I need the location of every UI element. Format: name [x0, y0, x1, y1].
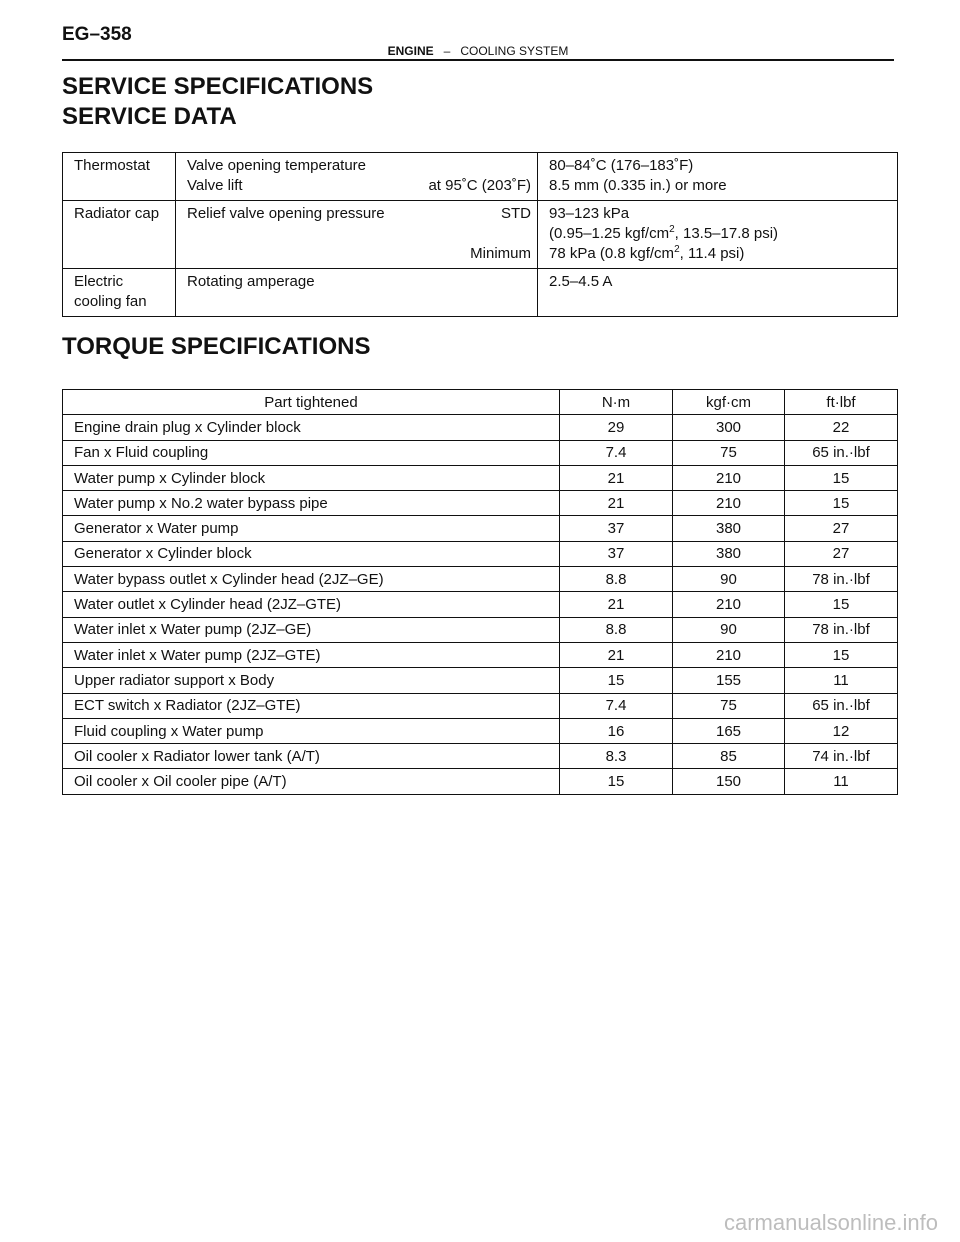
kgfcm-cell: 380	[673, 541, 785, 566]
item-cell: Rotating amperage	[176, 269, 538, 317]
ftlbf-cell: 27	[785, 516, 898, 541]
table-row	[63, 516, 898, 541]
component-cell: Thermostat	[63, 153, 176, 201]
column-header-part: Part tightened	[63, 390, 560, 415]
ftlbf-cell: 65 in.·lbf	[785, 693, 898, 718]
nm-cell: 21	[560, 491, 673, 516]
part-cell: Generator x Water pump	[63, 516, 560, 541]
component-cell	[63, 269, 176, 317]
part-cell: Engine drain plug x Cylinder block	[63, 415, 560, 440]
part-cell: Oil cooler x Oil cooler pipe (A/T)	[63, 769, 560, 794]
nm-cell: 7.4	[560, 440, 673, 465]
table-row	[63, 440, 898, 465]
table-row	[63, 465, 898, 490]
nm-cell: 21	[560, 465, 673, 490]
table-row	[63, 592, 898, 617]
table-row	[63, 668, 898, 693]
part-cell: Water outlet x Cylinder head (2JZ–GTE)	[63, 592, 560, 617]
value-cell	[538, 201, 898, 269]
kgfcm-cell: 380	[673, 516, 785, 541]
service-data-table	[62, 152, 898, 317]
section-name: ENGINE	[387, 44, 434, 58]
part-cell: Oil cooler x Radiator lower tank (A/T)	[63, 744, 560, 769]
part-cell: Generator x Cylinder block	[63, 541, 560, 566]
item-cell	[176, 153, 538, 201]
kgfcm-cell: 90	[673, 567, 785, 592]
torque-specifications-title: TORQUE SPECIFICATIONS	[62, 333, 371, 360]
table-row	[63, 693, 898, 718]
table-row	[63, 567, 898, 592]
condition-label: STD	[501, 205, 531, 222]
ftlbf-cell: 11	[785, 668, 898, 693]
torque-header-row	[63, 390, 898, 415]
table-row	[63, 642, 898, 667]
ftlbf-cell: 65 in.·lbf	[785, 440, 898, 465]
nm-cell: 8.8	[560, 567, 673, 592]
item-label: Valve lift	[187, 177, 243, 194]
table-row	[63, 617, 898, 642]
value-cell	[538, 153, 898, 201]
torque-body	[63, 415, 898, 794]
table-row	[63, 541, 898, 566]
nm-cell: 37	[560, 516, 673, 541]
component-label: Electric	[74, 273, 124, 290]
column-header-ftlbf: ft·lbf	[785, 390, 898, 415]
kgfcm-cell: 155	[673, 668, 785, 693]
value-cell: 2.5–4.5 A	[538, 269, 898, 317]
condition-label: at 95˚C (203˚F)	[428, 177, 531, 194]
nm-cell: 8.8	[560, 617, 673, 642]
kgfcm-cell: 165	[673, 718, 785, 743]
spec-value: (0.95–1.25 kgf/$cm^2$, 13.5–17.8 psi)	[549, 224, 779, 242]
nm-cell: 7.4	[560, 693, 673, 718]
ftlbf-cell: 11	[785, 769, 898, 794]
table-row	[63, 415, 898, 440]
column-header-kgfcm: kgf·cm	[673, 390, 785, 415]
nm-cell: 21	[560, 642, 673, 667]
part-cell: Water bypass outlet x Cylinder head (2JZ–GE)	[63, 567, 560, 592]
item-cell	[176, 201, 538, 269]
ftlbf-cell: 15	[785, 465, 898, 490]
header-separator: –	[443, 44, 451, 58]
nm-cell: 37	[560, 541, 673, 566]
ftlbf-cell: 74 in.·lbf	[785, 744, 898, 769]
ftlbf-cell: 78 in.·lbf	[785, 567, 898, 592]
kgfcm-cell: 210	[673, 592, 785, 617]
kgfcm-cell: 210	[673, 491, 785, 516]
kgfcm-cell: 75	[673, 693, 785, 718]
component-label: cooling fan	[74, 293, 147, 310]
subsection-name: COOLING SYSTEM	[460, 44, 569, 58]
part-cell: ECT switch x Radiator (2JZ–GTE)	[63, 693, 560, 718]
item-line	[187, 176, 531, 196]
part-cell: Fluid coupling x Water pump	[63, 718, 560, 743]
table-row	[63, 718, 898, 743]
nm-cell: 15	[560, 769, 673, 794]
table-row	[63, 491, 898, 516]
part-cell: Upper radiator support x Body	[63, 668, 560, 693]
part-cell: Water pump x No.2 water bypass pipe	[63, 491, 560, 516]
ftlbf-cell: 15	[785, 642, 898, 667]
nm-cell: 8.3	[560, 744, 673, 769]
spec-value: 8.5 mm (0.335 in.) or more	[549, 177, 727, 194]
torque-table	[62, 389, 898, 795]
service-data-title: SERVICE DATA	[62, 103, 237, 130]
thermostat-row	[63, 153, 898, 201]
kgfcm-cell: 210	[673, 642, 785, 667]
cooling-fan-row	[63, 269, 898, 317]
part-cell: Fan x Fluid coupling	[63, 440, 560, 465]
component-cell: Radiator cap	[63, 201, 176, 269]
header-rule	[62, 59, 894, 61]
watermark: carmanualsonline.info	[723, 1210, 938, 1235]
kgfcm-cell: 150	[673, 769, 785, 794]
ftlbf-cell: 15	[785, 491, 898, 516]
ftlbf-cell: 12	[785, 718, 898, 743]
spacer-line	[187, 224, 531, 244]
table-row	[63, 769, 898, 794]
part-cell: Water inlet x Water pump (2JZ–GTE)	[63, 642, 560, 667]
part-cell: Water pump x Cylinder block	[63, 465, 560, 490]
table-row	[63, 744, 898, 769]
item-label: Valve opening temperature	[187, 157, 367, 174]
kgfcm-cell: 210	[673, 465, 785, 490]
ftlbf-cell: 78 in.·lbf	[785, 617, 898, 642]
radiator-cap-row	[63, 201, 898, 269]
condition-label: Minimum	[470, 245, 531, 262]
kgfcm-cell: 75	[673, 440, 785, 465]
column-header-nm: N·m	[560, 390, 673, 415]
spec-value: 93–123 kPa	[549, 205, 630, 222]
ftlbf-cell: 22	[785, 415, 898, 440]
kgfcm-cell: 85	[673, 744, 785, 769]
item-label: Relief valve opening pressure	[187, 205, 385, 222]
ftlbf-cell: 15	[785, 592, 898, 617]
nm-cell: 15	[560, 668, 673, 693]
nm-cell: 16	[560, 718, 673, 743]
ftlbf-cell: 27	[785, 541, 898, 566]
nm-cell: 29	[560, 415, 673, 440]
running-header	[62, 44, 894, 58]
page-number: EG–358	[62, 24, 132, 45]
spec-value: 80–84˚C (176–183˚F)	[549, 157, 694, 174]
item-line	[187, 204, 531, 224]
spec-value: 78 kPa (0.8 kgf/$cm^2$, 11.4 psi)	[549, 244, 745, 262]
kgfcm-cell: 90	[673, 617, 785, 642]
part-cell: Water inlet x Water pump (2JZ–GE)	[63, 617, 560, 642]
service-specifications-title: SERVICE SPECIFICATIONS	[62, 73, 374, 100]
kgfcm-cell: 300	[673, 415, 785, 440]
nm-cell: 21	[560, 592, 673, 617]
